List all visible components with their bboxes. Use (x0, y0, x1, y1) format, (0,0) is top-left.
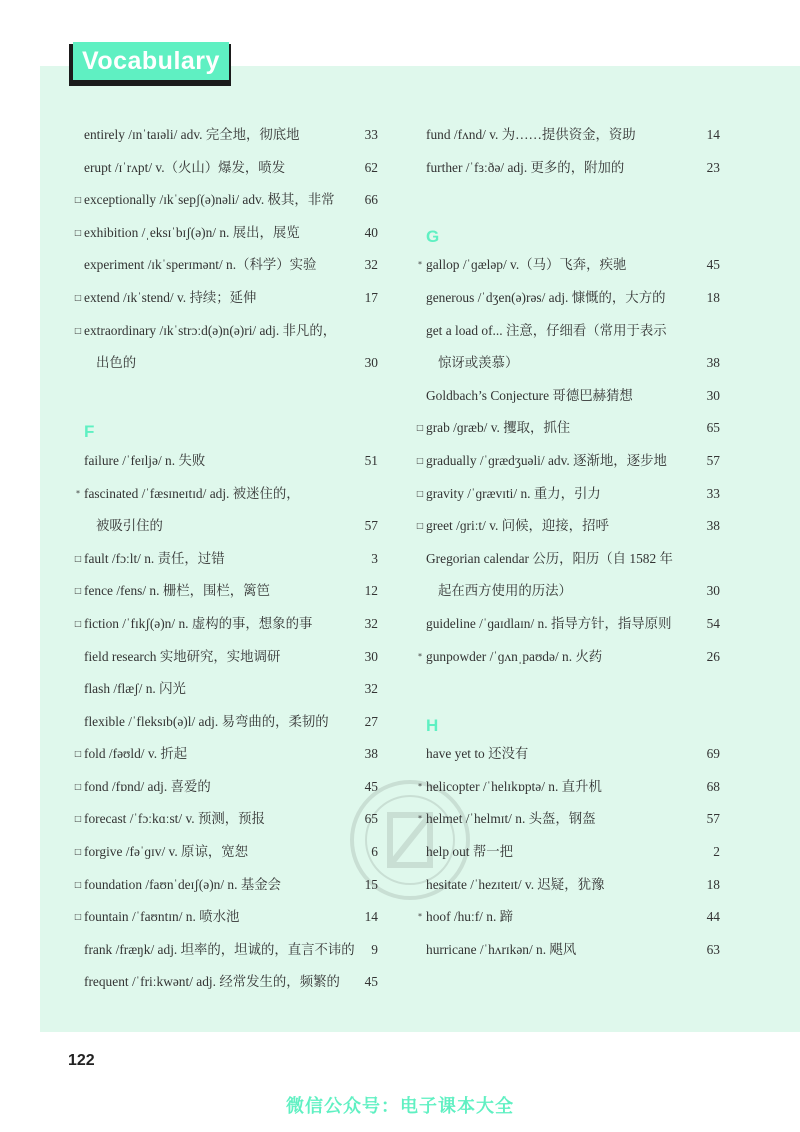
box-marker-icon: □ (74, 618, 82, 628)
glossary-entry (414, 803, 720, 836)
glossary-entry-continuation (414, 347, 720, 380)
letter-heading (72, 412, 378, 445)
entry-text: forecast /ˈfɔːkɑːst/ v. 预测，预报 (84, 811, 265, 827)
entry-page: 18 (706, 289, 720, 305)
glossary-entry (414, 738, 720, 771)
entry-text: gallop /ˈɡæləp/ v.（马）飞奔，疾驰 (426, 257, 627, 273)
entry-page: 30 (364, 355, 378, 371)
glossary-entry (72, 771, 378, 804)
glossary-entry (414, 641, 720, 674)
glossary-entry (72, 836, 378, 869)
letter-heading (414, 706, 720, 739)
box-marker-icon: □ (74, 227, 82, 237)
entry-page: 17 (364, 289, 378, 305)
entry-page: 6 (371, 844, 378, 860)
box-marker-icon: □ (416, 423, 424, 433)
entry-text: fault /fɔːlt/ n. 责任，过错 (84, 550, 225, 566)
entry-text: entirely /ɪnˈtaɪəli/ adv. 完全地，彻底地 (84, 127, 300, 142)
entry-page: 30 (706, 387, 720, 403)
entry-page: 9 (371, 941, 378, 957)
glossary-entry (72, 803, 378, 836)
glossary-entry (72, 706, 378, 739)
entry-text: fiction /ˈfɪkʃ(ə)n/ n. 虚构的事，想象的事 (84, 615, 313, 631)
glossary-entry (72, 738, 378, 771)
star-marker-icon: * (418, 912, 422, 922)
entry-text: hesitate /ˈhezɪteɪt/ v. 迟疑，犹豫 (426, 876, 605, 892)
glossary-entry (72, 282, 378, 315)
box-marker-icon: □ (416, 488, 424, 498)
entry-page: 32 (364, 681, 378, 697)
entry-page: 51 (364, 452, 378, 468)
entry-text: hoof /huːf/ n. 蹄 (426, 909, 514, 925)
glossary-entry (414, 315, 720, 348)
glossary-entry (414, 445, 720, 478)
box-marker-icon: □ (74, 879, 82, 889)
entry-page: 33 (364, 127, 378, 142)
letter-heading-text: H (426, 715, 439, 735)
entry-page: 44 (706, 909, 720, 925)
glossary-entry (72, 869, 378, 902)
entry-page: 38 (364, 746, 378, 762)
glossary-entry (72, 641, 378, 674)
entry-text: generous /ˈdʒen(ə)rəs/ adj. 慷慨的，大方的 (426, 289, 666, 305)
entry-page: 18 (706, 876, 720, 892)
glossary-entry (414, 608, 720, 641)
glossary-entry (414, 510, 720, 543)
footer-watermark: 微信公众号：电子课本大全 (286, 1096, 514, 1117)
entry-text: helmet /ˈhelmɪt/ n. 头盔，钢盔 (426, 811, 596, 827)
glossary-entry (414, 119, 720, 152)
entry-text: greet /ɡriːt/ v. 问候，迎接，招呼 (426, 518, 609, 534)
glossary-entry-continuation (72, 510, 378, 543)
entry-page: 63 (706, 941, 720, 957)
spacer (414, 673, 720, 706)
glossary-entry (72, 478, 378, 511)
glossary-entry (72, 217, 378, 250)
entry-text: 被吸引住的 (96, 518, 163, 534)
box-marker-icon: □ (74, 847, 82, 857)
entry-text: foundation /faʊnˈdeɪʃ(ə)n/ n. 基金会 (84, 876, 281, 892)
entry-text: fountain /ˈfaʊntɪn/ n. 喷水池 (84, 909, 240, 925)
glossary-entry (72, 543, 378, 576)
entry-text: further /ˈfɜːðə/ adj. 更多的，附加的 (426, 159, 625, 175)
entry-page: 65 (364, 811, 378, 827)
entry-text: have yet to 还没有 (426, 746, 529, 762)
spacer (414, 184, 720, 217)
entry-page: 30 (706, 583, 720, 599)
glossary-entry (414, 543, 720, 576)
star-marker-icon: * (418, 260, 422, 270)
glossary-entry (72, 966, 378, 999)
box-marker-icon: □ (74, 195, 82, 205)
box-marker-icon: □ (74, 814, 82, 824)
entry-text: guideline /ˈɡaɪdlaɪn/ n. 指导方针，指导原则 (426, 615, 672, 631)
entry-text: 起在西方使用的历法） (438, 583, 572, 599)
page-number: 122 (68, 1052, 95, 1069)
glossary-entry (414, 412, 720, 445)
star-marker-icon: * (418, 781, 422, 791)
glossary-entry (72, 315, 378, 348)
entry-text: fund /fʌnd/ v. 为……提供资金，资助 (426, 127, 636, 142)
entry-page: 66 (364, 192, 378, 208)
entry-text: fold /fəʊld/ v. 折起 (84, 746, 188, 762)
box-marker-icon: □ (74, 781, 82, 791)
glossary-entry (72, 673, 378, 706)
entry-text: 出色的 (96, 355, 137, 371)
entry-text: gradually /ˈɡrædʒuəli/ adv. 逐渐地，逐步地 (426, 452, 667, 468)
entry-page: 12 (364, 583, 378, 599)
entry-page: 32 (364, 257, 378, 273)
glossary-right-column (414, 119, 720, 966)
entry-page: 57 (706, 811, 720, 827)
glossary-entry (414, 869, 720, 902)
entry-page: 27 (364, 713, 378, 729)
spacer (72, 380, 378, 413)
glossary-entry (72, 575, 378, 608)
glossary-entry (414, 836, 720, 869)
entry-text: flash /flæʃ/ n. 闪光 (84, 681, 186, 697)
entry-text: extend /ɪkˈstend/ v. 持续；延伸 (84, 289, 257, 305)
entry-page: 68 (706, 778, 720, 794)
entry-page: 23 (706, 159, 720, 175)
glossary-entry (72, 119, 378, 152)
letter-heading-text: G (426, 226, 440, 246)
glossary-entry (414, 249, 720, 282)
entry-text: Goldbach’s Conjecture 哥德巴赫猜想 (426, 387, 633, 403)
entry-page: 33 (706, 485, 720, 501)
glossary-entry (414, 934, 720, 967)
glossary-entry (414, 152, 720, 185)
star-marker-icon: * (418, 814, 422, 824)
glossary-entry (72, 445, 378, 478)
entry-text: grab /ɡræb/ v. 攫取，抓住 (426, 420, 571, 436)
entry-text: fascinated /ˈfæsɪneɪtɪd/ adj. 被迷住的， (84, 485, 300, 501)
glossary-entry (414, 380, 720, 413)
entry-text: exhibition /ˌeksɪˈbɪʃ(ə)n/ n. 展出，展览 (84, 224, 300, 240)
entry-text: 惊讶或羡慕） (438, 355, 519, 371)
entry-text: fence /fens/ n. 栅栏，围栏，篱笆 (84, 583, 270, 599)
entry-text: gunpowder /ˈɡʌnˌpaʊdə/ n. 火药 (426, 648, 603, 664)
entry-page: 15 (364, 876, 378, 892)
star-marker-icon: * (418, 651, 422, 661)
entry-text: experiment /ɪkˈsperɪmənt/ n.（科学）实验 (84, 257, 317, 273)
glossary-entry (414, 771, 720, 804)
letter-heading-text: F (84, 422, 95, 442)
entry-text: flexible /ˈfleksɪb(ə)l/ adj. 易弯曲的，柔韧的 (84, 713, 329, 729)
box-marker-icon: □ (74, 325, 82, 335)
entry-page: 30 (364, 648, 378, 664)
entry-page: 45 (706, 257, 720, 273)
box-marker-icon: □ (416, 521, 424, 531)
entry-text: failure /ˈfeɪljə/ n. 失败 (84, 452, 206, 468)
entry-text: erupt /ɪˈrʌpt/ v.（火山）爆发，喷发 (84, 159, 286, 175)
entry-page: 45 (364, 974, 378, 990)
glossary-entry-continuation (414, 575, 720, 608)
box-marker-icon: □ (74, 912, 82, 922)
entry-text: frequent /ˈfriːkwənt/ adj. 经常发生的，频繁的 (84, 974, 340, 990)
glossary-entry (414, 282, 720, 315)
entry-text: forgive /fəˈɡɪv/ v. 原谅，宽恕 (84, 844, 249, 860)
section-title: Vocabulary (73, 42, 229, 80)
entry-page: 69 (706, 746, 720, 762)
entry-page: 2 (713, 844, 720, 860)
entry-text: exceptionally /ɪkˈsepʃ(ə)nəli/ adv. 极其，非常 (84, 192, 335, 208)
entry-text: extraordinary /ɪkˈstrɔːd(ə)n(ə)ri/ adj. 非凡的， (84, 322, 337, 338)
entry-text: hurricane /ˈhʌrɪkən/ n. 飓风 (426, 941, 577, 957)
entry-page: 40 (364, 224, 378, 240)
entry-page: 3 (371, 550, 378, 566)
glossary-entry (414, 901, 720, 934)
entry-text: get a load of... 注意，仔细看（常用于表示 (426, 322, 667, 338)
glossary-left-column (72, 119, 378, 999)
entry-text: Gregorian calendar 公历，阳历（自 1582 年 (426, 550, 673, 566)
entry-text: frank /fræŋk/ adj. 坦率的，坦诚的，直言不讳的 (84, 941, 355, 957)
entry-text: help out 帮一把 (426, 844, 514, 860)
glossary-entry (72, 184, 378, 217)
box-marker-icon: □ (416, 455, 424, 465)
entry-page: 54 (706, 615, 720, 631)
entry-page: 14 (364, 909, 378, 925)
entry-page: 57 (364, 518, 378, 534)
glossary-entry (72, 608, 378, 641)
entry-page: 38 (706, 518, 720, 534)
glossary-entry (72, 901, 378, 934)
entry-text: field research 实地研究，实地调研 (84, 648, 281, 664)
entry-text: fond /fɒnd/ adj. 喜爱的 (84, 778, 211, 794)
entry-page: 26 (706, 648, 720, 664)
glossary-entry (414, 478, 720, 511)
glossary-entry (72, 934, 378, 967)
entry-page: 62 (364, 159, 378, 175)
section-tag (69, 44, 231, 86)
entry-page: 45 (364, 778, 378, 794)
letter-heading (414, 217, 720, 250)
entry-text: gravity /ˈɡrævɪti/ n. 重力，引力 (426, 485, 601, 501)
entry-page: 38 (706, 355, 720, 371)
glossary-entry (72, 152, 378, 185)
glossary-entry (72, 249, 378, 282)
glossary-entry-continuation (72, 347, 378, 380)
entry-text: helicopter /ˈhelɪkɒptə/ n. 直升机 (426, 778, 602, 794)
entry-page: 65 (706, 420, 720, 436)
box-marker-icon: □ (74, 292, 82, 302)
box-marker-icon: □ (74, 749, 82, 759)
star-marker-icon: * (76, 488, 80, 498)
box-marker-icon: □ (74, 553, 82, 563)
entry-page: 57 (706, 452, 720, 468)
entry-page: 32 (364, 615, 378, 631)
box-marker-icon: □ (74, 586, 82, 596)
entry-page: 14 (706, 127, 720, 142)
